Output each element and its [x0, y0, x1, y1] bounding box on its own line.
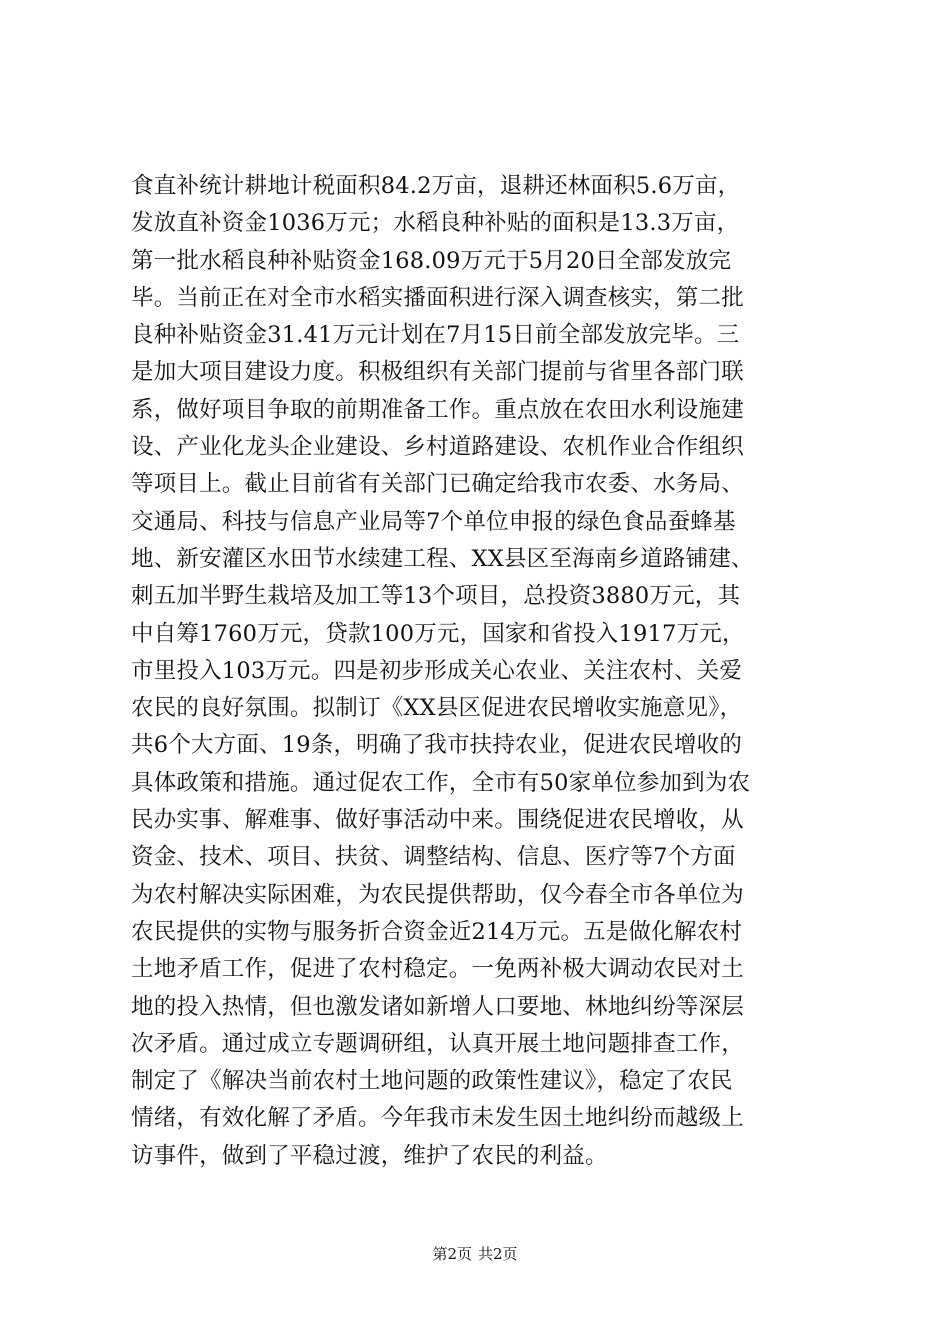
text-line: 良种补贴资金31.41万元计划在7月15日前全部发放完毕。三 — [131, 322, 740, 349]
page-number-total: 共2页 — [478, 1245, 518, 1263]
text-line: 刺五加半野生栽培及加工等13个项目，总投资3880万元，其 — [131, 583, 741, 610]
text-line: 共6个大方面、19条，明确了我市扶持农业，促进农民增收的 — [131, 732, 743, 759]
text-line: 食直补统计耕地计税面积84.2万亩，退耕还林面积5.6万亩， — [131, 173, 741, 199]
text-line: 次矛盾。通过成立专题调研组，认真开展土地问题排查工作， — [131, 1030, 744, 1057]
text-line: 地、新安灌区水田节水续建工程、XX县区至海南乡道路铺建、 — [131, 545, 754, 572]
text-line: 农民提供的实物与服务折合资金近214万元。五是做化解农村 — [131, 918, 743, 945]
page-footer — [0, 1244, 950, 1264]
text-line: 农民的良好氛围。拟制订《XX县区促进农民增收实施意见》， — [131, 695, 743, 722]
text-line: 毕。当前正在对全市水稻实播面积进行深入调查核实，第二批 — [131, 284, 744, 311]
text-line: 具体政策和措施。通过促农工作，全市有50家单位参加到为农 — [131, 769, 751, 796]
page-number-current: 第2页 — [432, 1245, 472, 1263]
text-line: 第一批水稻良种补贴资金168.09万元于5月20日全部发放完 — [131, 247, 732, 274]
text-line: 发放直补资金1036万元；水稻良种补贴的面积是13.3万亩， — [131, 210, 740, 237]
text-line: 资金、技术、项目、扶贫、调整结构、信息、医疗等7个方面 — [131, 844, 736, 871]
text-line: 等项目上。截止目前省有关部门已确定给我市农委、水务局、 — [131, 471, 744, 498]
body-paragraph — [131, 168, 831, 1175]
text-line: 地的投入热情，但也激发诸如新增人口要地、林地纠纷等深层 — [131, 993, 744, 1020]
text-line: 交通局、科技与信息产业局等7个单位申报的绿色食品蚕蜂基 — [131, 508, 736, 535]
text-line: 系，做好项目争取的前期准备工作。重点放在农田水利设施建 — [131, 396, 744, 423]
text-line: 为农村解决实际困难，为农民提供帮助，仅今春全市各单位为 — [131, 881, 744, 908]
text-line: 设、产业化龙头企业建设、乡村道路建设、农机作业合作组织 — [131, 434, 744, 461]
text-line: 民办实事、解难事、做好事活动中来。围绕促进农民增收，从 — [131, 807, 744, 834]
text-line: 访事件，做到了平稳过渡，维护了农民的利益。 — [131, 1142, 608, 1169]
text-line: 制定了《解决当前农村土地问题的政策性建议》，稳定了农民 — [131, 1068, 733, 1095]
text-line: 市里投入103万元。四是初步形成关心农业、关注农村、关爱 — [131, 657, 743, 684]
text-line: 情绪，有效化解了矛盾。今年我市未发生因土地纠纷而越级上 — [131, 1105, 744, 1132]
text-line: 是加大项目建设力度。积极组织有关部门提前与省里各部门联 — [131, 359, 744, 386]
text-line: 土地矛盾工作，促进了农村稳定。一免两补极大调动农民对土 — [131, 956, 744, 983]
text-line: 中自筹1760万元，贷款100万元，国家和省投入1917万元， — [131, 620, 745, 647]
